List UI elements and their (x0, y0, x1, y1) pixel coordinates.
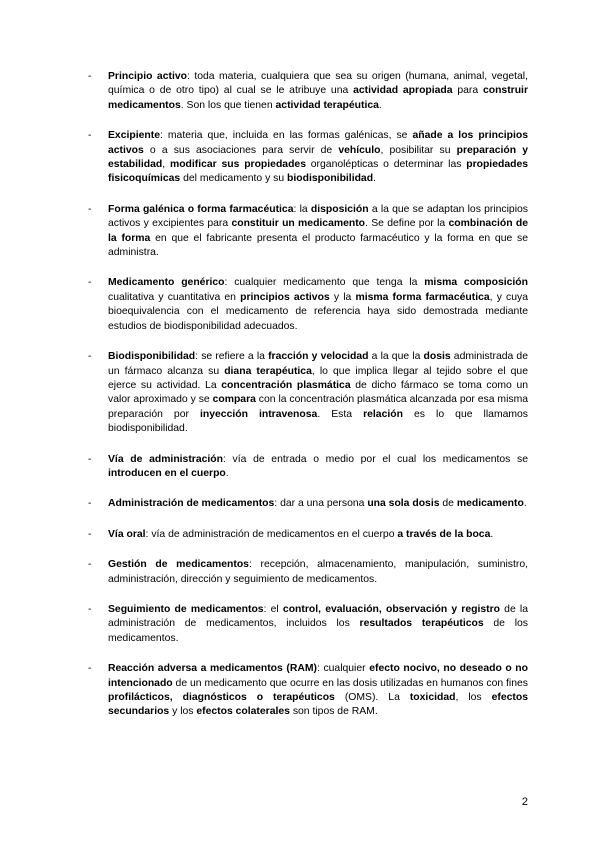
bold-term: inyección intravenosa (200, 408, 318, 420)
definition-text: . (490, 528, 494, 540)
definition-text: . (378, 99, 382, 111)
definition-text: : toda materia, cualquiera que sea su origen (humana, animal, vegetal, química o de otro tipo) al cual se le atribuye una (108, 71, 528, 97)
bold-term: relación (363, 408, 403, 420)
definition-text: : vía de administración de medicamentos en el cuerpo (145, 528, 398, 540)
bullet-dash: - (88, 453, 92, 465)
definition-item (88, 350, 528, 436)
bold-term: medicamento (456, 498, 524, 510)
bold-term: efecto nocivo, no deseado o no intencionado (108, 663, 529, 689)
definition-text: del medicamento y su (180, 173, 288, 185)
bullet-dash: - (88, 603, 92, 615)
bold-term: Biodisponibilidad (108, 351, 196, 363)
definition-text: administrada de un fármaco alcanza su (108, 351, 528, 377)
bold-term: una sola dosis (367, 498, 440, 510)
bold-term: Seguimiento de medicamentos (108, 603, 264, 615)
definition-text: de la administración de medicamentos, incluidos los (108, 603, 528, 630)
definition-text: : materia que, incluida en las formas galénicas, se (159, 130, 413, 142)
bold-term: misma forma farmacéutica (355, 291, 490, 303)
bold-term: Vía de administración (108, 453, 223, 465)
definition-item (88, 528, 528, 542)
bold-term: añade a los principios activos (108, 130, 528, 156)
bold-term: dosis (423, 351, 451, 363)
bold-term: principios activos (240, 291, 330, 303)
definition-item (88, 276, 528, 334)
definition-item (88, 129, 528, 187)
definition-text: : dar a una persona (274, 498, 368, 510)
bold-term: concentración plasmática (221, 379, 351, 391)
definition-text: , (162, 159, 170, 171)
definition-text: a la que se adaptan los principios activos y excipientes para (108, 203, 528, 230)
definition-item (88, 497, 528, 511)
definition-text: con la concentración plasmática alcanzada por esa misma preparación por (108, 394, 529, 420)
definition-item (88, 453, 528, 482)
definition-text: son tipos de RAM. (289, 706, 378, 718)
bullet-dash: - (88, 528, 92, 540)
bold-term: fracción y velocidad (268, 351, 369, 363)
bold-term: constituir un medicamento (231, 218, 366, 230)
bullet-dash: - (88, 71, 92, 82)
bold-term: disposición (310, 203, 369, 215)
definition-text: de un medicamento que ocurre en las dosis utilizadas en humanos con fines (172, 677, 528, 689)
definition-text: : cualquier (316, 663, 370, 675)
bold-term: combinación de la forma (108, 218, 528, 244)
definition-text: o a sus asociaciones para servir de (143, 144, 339, 156)
definition-item (88, 662, 528, 720)
bold-term: toxicidad (409, 692, 456, 703)
definition-text: (OMS). La (334, 692, 410, 703)
definition-text: a la que la (368, 351, 424, 363)
definition-text: de dicho fármaco se toma como un valor aproximado y se (108, 379, 528, 406)
bold-term: actividad apropiada (353, 85, 453, 97)
bold-term: propiedades fisicoquímicas (108, 159, 528, 185)
bold-term: Gestión de medicamentos (108, 559, 249, 571)
bold-term: control, evaluación, observación y registro (282, 603, 500, 615)
definition-text: . Se define por la (365, 218, 449, 230)
definition-text: en que el fabricante presenta el producto farmacéutico y la forma en que se administra. (108, 232, 529, 259)
definition-item (88, 203, 528, 261)
definition-text: . (523, 498, 527, 510)
bold-term: diana terapéutica (224, 365, 312, 377)
definition-text: : cualquier medicamento que tenga la (224, 277, 425, 289)
definition-text: : recepción, almacenamiento, manipulación, suministro, administración, dirección y seguimiento de medicamentos. (108, 559, 529, 585)
bold-term: Medicamento genérico (108, 277, 225, 289)
bold-term: modificar sus propiedades (169, 159, 306, 171)
bold-term: preparación y estabilidad (108, 144, 528, 171)
bold-term: Principio activo (108, 71, 187, 82)
definition-text: de (439, 498, 457, 510)
bold-term: resultados terapéuticos (359, 618, 484, 630)
bold-term: efectos colaterales (196, 706, 290, 718)
definition-text: para (452, 85, 483, 97)
page-number: 2 (521, 796, 528, 808)
definition-text: y la (329, 291, 356, 303)
definition-text: . (373, 173, 376, 185)
bold-term: efectos secundarios (108, 692, 528, 718)
definition-text: , lo que implica llegar al tejido sobre el que ejerce su actividad. La (108, 365, 528, 391)
definition-text: : se refiere a la (195, 351, 269, 363)
definition-text: : el (263, 603, 283, 615)
definition-text: , y cuya bioequivalencia con el medicamento de referencia haya sido demostrada mediante estudios de biodisponibilidad adecuados. (108, 291, 528, 332)
definition-item (88, 603, 528, 646)
definition-item (88, 558, 528, 587)
definition-text: . Esta (317, 408, 364, 420)
definition-text: , los (455, 692, 492, 703)
bold-term: misma composición (424, 277, 528, 289)
definition-text: . Son los que tienen (180, 99, 276, 111)
bold-term: a través de la boca (397, 528, 491, 540)
bullet-dash: - (88, 663, 92, 675)
bullet-dash: - (88, 559, 92, 571)
bold-term: Excipiente (108, 130, 160, 142)
bold-term: Vía oral (108, 528, 146, 540)
definition-text: . (225, 467, 229, 479)
bold-term: Reacción adversa a medicamentos (RAM) (108, 663, 317, 675)
definition-list (88, 70, 528, 736)
definition-text: cualitativa y cuantitativa en (108, 291, 241, 303)
bullet-dash: - (88, 351, 92, 363)
definition-text: y los (169, 706, 197, 718)
bold-term: vehículo (338, 144, 381, 156)
definition-text: : la (293, 203, 311, 215)
bullet-dash: - (88, 277, 92, 289)
definition-text: es lo que llamamos biodisponibilidad. (108, 408, 529, 435)
bold-term: Administración de medicamentos (108, 498, 275, 510)
definition-text: , posibilitar su (380, 144, 457, 156)
definition-text: de los medicamentos. (108, 618, 528, 644)
bullet-dash: - (88, 130, 92, 142)
bold-term: compara (212, 394, 256, 406)
bold-term: Forma galénica o forma farmacéutica (108, 203, 294, 215)
bold-term: profilácticos, diagnósticos o terapéuticos (108, 692, 335, 703)
bold-term: introducen en el cuerpo (108, 467, 226, 479)
bold-term: actividad terapéutica (275, 99, 379, 111)
bullet-dash: - (88, 203, 92, 215)
bullet-dash: - (88, 498, 92, 510)
definition-item (88, 70, 528, 113)
bold-term: construir medicamentos (108, 85, 528, 111)
bold-term: biodisponibilidad (287, 173, 374, 185)
definition-text: organolépticas o determinar las (305, 159, 467, 171)
definition-text: : vía de entrada o medio por el cual los medicamentos se (222, 453, 529, 465)
